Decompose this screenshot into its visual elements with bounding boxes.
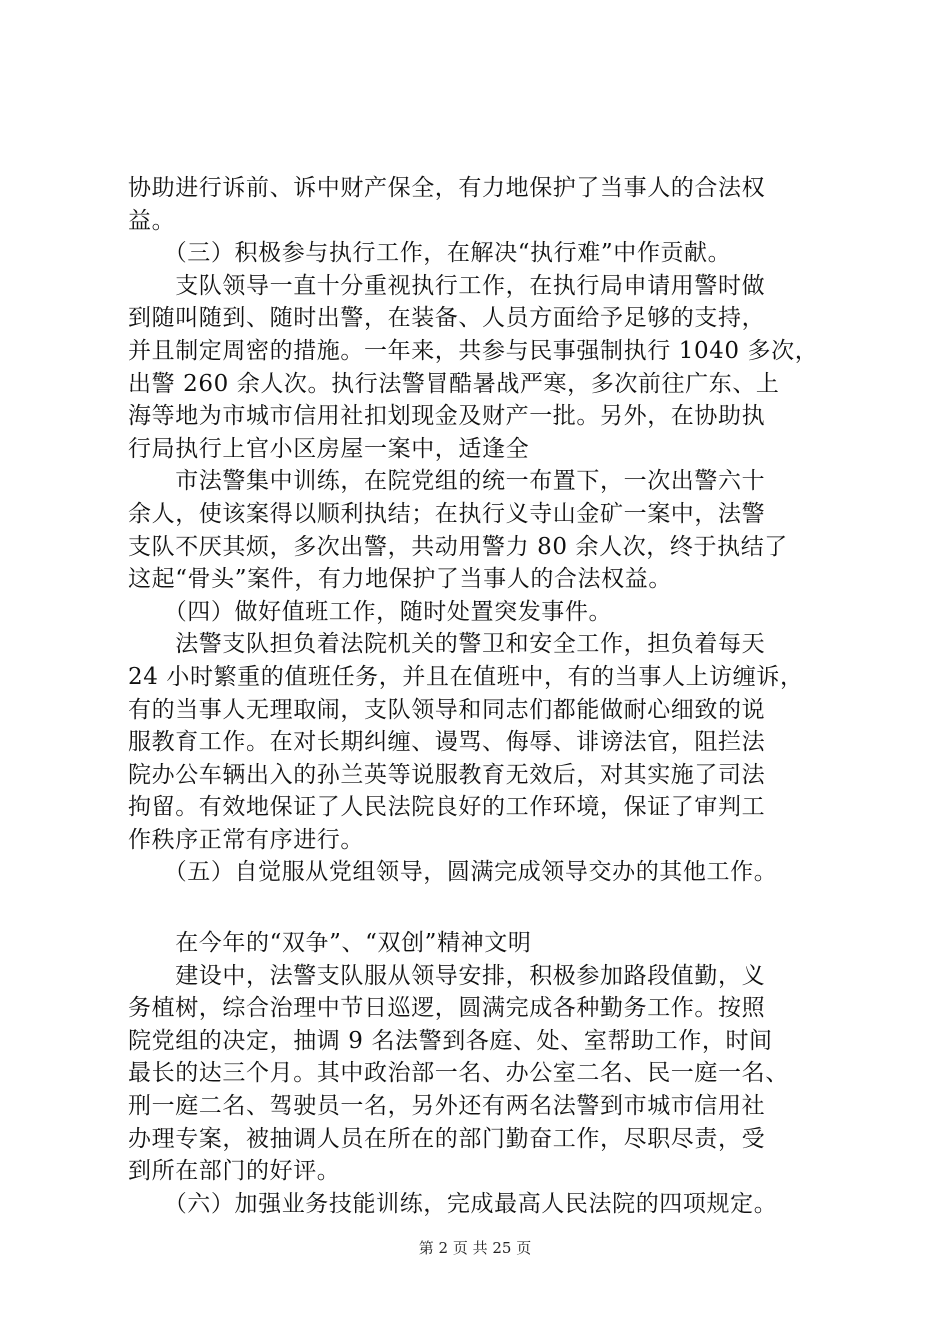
text-line: 在今年的“双争”、“双创”精神文明 <box>128 930 532 957</box>
section-heading-5: （五）自觉服从党组领导，圆满完成领导交办的其他工作。 <box>128 859 778 886</box>
section-heading-6: （六）加强业务技能训练，完成最高人民法院的四项规定。 <box>128 1190 778 1217</box>
paragraph-gap <box>128 889 868 927</box>
text-line: 支队领导一直十分重视执行工作，在执行局申请用警时做 <box>128 272 766 299</box>
section-heading-4: （四）做好值班工作，随时处置突发事件。 <box>128 598 613 625</box>
text-line: 刑一庭二名、驾驶员一名，另外还有两名法警到市城市信用社 <box>128 1093 766 1120</box>
text-line: 法警支队担负着法院机关的警卫和安全工作，担负着每天 <box>128 631 766 658</box>
text-line: 拘留。有效地保证了人民法院良好的工作环境，保证了审判工 <box>128 794 766 821</box>
text-line: 务植树，综合治理中节日巡逻，圆满完成各种勤务工作。按照 <box>128 995 766 1022</box>
text-line: 到随叫随到、随时出警，在装备、人员方面给予足够的支持， <box>128 305 766 332</box>
text-line: 院办公车辆出入的孙兰英等说服教育无效后，对其实施了司法 <box>128 761 766 788</box>
section-heading-3: （三）积极参与执行工作，在解决“执行难”中作贡献。 <box>128 240 732 267</box>
text-line: 作秩序正常有序进行。 <box>128 826 364 853</box>
text-line: 并且制定周密的措施。一年来，共参与民事强制执行 1040 多次， <box>128 337 819 364</box>
text-line: 海等地为市城市信用社扣划现金及财产一批。另外，在协助执 <box>128 403 766 430</box>
text-line: 建设中，法警支队服从领导安排，积极参加路段值勤，义 <box>128 962 766 989</box>
text-line: 市法警集中训练，在院党组的统一布置下，一次出警六十 <box>128 468 766 495</box>
text-line: 行局执行上官小区房屋一案中，适逢全 <box>128 435 530 462</box>
text-line: 服教育工作。在对长期纠缠、谩骂、侮辱、诽谤法官，阻拦法 <box>128 729 766 756</box>
text-line: 支队不厌其烦，多次出警，共动用警力 80 余人次，终于执结了 <box>128 533 788 560</box>
document-body <box>128 172 868 1220</box>
text-line: 这起“骨头”案件，有力地保护了当事人的合法权益。 <box>128 566 672 593</box>
text-line: 协助进行诉前、诉中财产保全，有力地保护了当事人的合法权 <box>128 175 766 201</box>
text-line: 24 小时繁重的值班任务，并且在值班中，有的当事人上访缠诉， <box>128 663 804 690</box>
page-number-footer: 第 2 页 共 25 页 <box>418 1239 532 1257</box>
text-line: 院党组的决定，抽调 9 名法警到各庭、处、室帮助工作，时间 <box>128 1027 773 1054</box>
text-line: 到所在部门的好评。 <box>128 1158 341 1185</box>
text-line: 出警 260 余人次。执行法警冒酷暑战严寒，多次前往广东、上 <box>128 370 780 397</box>
text-line: 最长的达三个月。其中政治部一名、办公室二名、民一庭一名、 <box>128 1060 789 1087</box>
text-line: 办理专案，被抽调人员在所在的部门勤奋工作，尽职尽责，受 <box>128 1125 766 1152</box>
text-line: 余人，使该案得以顺利执结；在执行义寺山金矿一案中，法警 <box>128 500 766 527</box>
text-line: 有的当事人无理取闹，支队领导和同志们都能做耐心细致的说 <box>128 696 766 723</box>
text-line: 益。 <box>128 207 176 234</box>
